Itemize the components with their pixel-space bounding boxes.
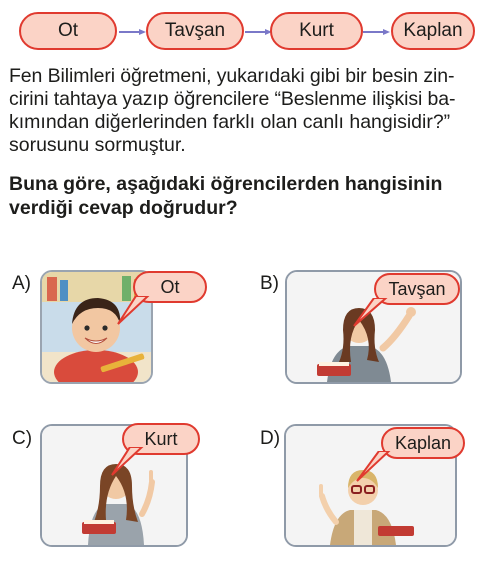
option-c-speech-bubble: Kurt <box>122 423 200 455</box>
option-b-speech-bubble: Tavşan <box>374 273 460 305</box>
food-chain <box>0 0 496 60</box>
question-line: Buna göre, aşağıdaki öğrencilerden hangisinin <box>9 173 443 195</box>
paragraph-line: sorusunu sormuştur. <box>9 134 186 156</box>
arrow-right-icon <box>119 29 147 33</box>
option-b-label[interactable]: B) <box>260 273 279 294</box>
chain-item-ot: Ot <box>19 12 117 50</box>
question-stem <box>9 172 489 220</box>
chain-item-kaplan: Kaplan <box>391 12 475 50</box>
question-line: verdiği cevap doğrudur? <box>9 197 238 219</box>
speech-tail-icon <box>355 451 391 483</box>
speech-tail-icon <box>110 447 144 477</box>
option-a-speech-bubble: Ot <box>133 271 207 303</box>
option-d-label[interactable]: D) <box>260 428 281 449</box>
arrow-right-icon <box>245 29 273 33</box>
speech-tail-icon <box>116 296 150 326</box>
paragraph-line: cirini tahtaya yazıp öğrencilere “Beslenme ilişkisi ba- <box>9 88 456 110</box>
option-c-label[interactable]: C) <box>12 428 33 449</box>
chain-item-tavsan: Tavşan <box>146 12 244 50</box>
question-paragraph <box>9 65 489 157</box>
paragraph-line: kımından diğerlerinden farklı olan canlı hangisidir?” <box>9 111 451 133</box>
arrow-right-icon <box>363 29 391 33</box>
chain-item-kurt: Kurt <box>270 12 363 50</box>
speech-tail-icon <box>352 298 388 328</box>
paragraph-line: Fen Bilimleri öğretmeni, yukarıdaki gibi bir besin zin- <box>9 65 455 87</box>
option-d-speech-bubble: Kaplan <box>381 427 465 459</box>
option-a-label[interactable]: A) <box>12 273 31 294</box>
